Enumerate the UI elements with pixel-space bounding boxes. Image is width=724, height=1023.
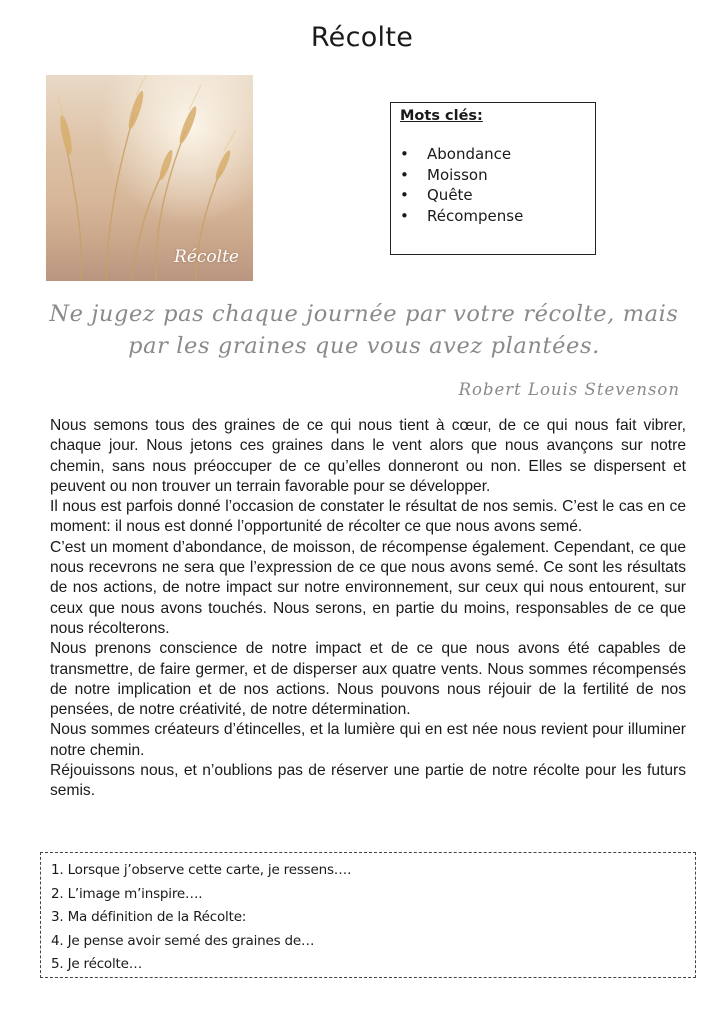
keyword-item: • Quête: [400, 185, 586, 206]
paragraph: Il nous est parfois donné l’occasion de constater le résultat de nos semis. C’est le cas en ce moment: il nous est donné l’opportunité de récolter ce que nous avons semé.: [50, 498, 686, 536]
keyword-item: • Abondance: [400, 144, 586, 165]
paragraph: Nous prenons conscience de notre impact et de ce que nous avons été capables de transmettre, de faire germer, et de disperser aux quatre vents. Nous sommes récompensés de notre implication et de nos actions. Nous pouvons nous réjouir de la fertilité de nos pensées, de notre créativité, de notre détermination.: [50, 640, 686, 719]
questions-box: [40, 852, 696, 978]
keywords-heading: Mots clés:: [400, 108, 483, 124]
body-text: [50, 416, 686, 802]
keyword-item: • Récompense: [400, 206, 586, 227]
wheat-photo: [46, 75, 253, 281]
keywords-box: [390, 102, 596, 255]
question-item: 3. Ma définition de la Récolte:: [51, 909, 247, 925]
paragraph: C’est un moment d’abondance, de moisson, de récompense également. Cependant, ce que nous recevrons ne sera que l’expression de ce que nous avons semé. Ce sont les résultats de nos actions, de notre impact sur notre environnement, sur ceux qui nous entourent, sur ceux que nous avons touchés. Nous serons, en partie du moins, responsables de ce que nous récolterons.: [50, 538, 686, 637]
question-item: 4. Je pense avoir semé des graines de…: [51, 932, 315, 949]
photo-caption: Récolte: [174, 247, 239, 267]
quote: [40, 298, 688, 362]
paragraph: Nous sommes créateurs d’étincelles, et la lumière qui en est née nous revient pour illuminer notre chemin.: [50, 721, 686, 759]
keyword-item: • Moisson: [400, 165, 586, 186]
paragraph: Réjouissons nous, et n’oublions pas de réserver une partie de notre récolte pour les futurs semis.: [50, 762, 686, 800]
quote-line: Ne jugez pas chaque journée par votre récolte, mais: [49, 301, 679, 327]
paragraph: Nous semons tous des graines de ce qui nous tient à cœur, de ce qui nous fait vibrer, chaque jour. Nous jetons ces graines dans le vent alors que nous avançons sur notre chemin, sans nous préoccuper de ce qu’elles donneront ou non. Elles se dispersent et peuvent ou non trouver un terrain favorable pour se développer.: [50, 417, 686, 495]
quote-author: Robert Louis Stevenson: [458, 380, 680, 399]
question-item: 1. Lorsque j’observe cette carte, je ressens….: [51, 862, 352, 878]
keywords-list: [400, 144, 586, 226]
quote-line: par les graines que vous avez plantées.: [128, 333, 600, 359]
question-item: 2. L’image m’inspire….: [51, 885, 203, 902]
page-title: Récolte: [310, 22, 414, 53]
question-item: 5. Je récolte…: [51, 956, 143, 972]
